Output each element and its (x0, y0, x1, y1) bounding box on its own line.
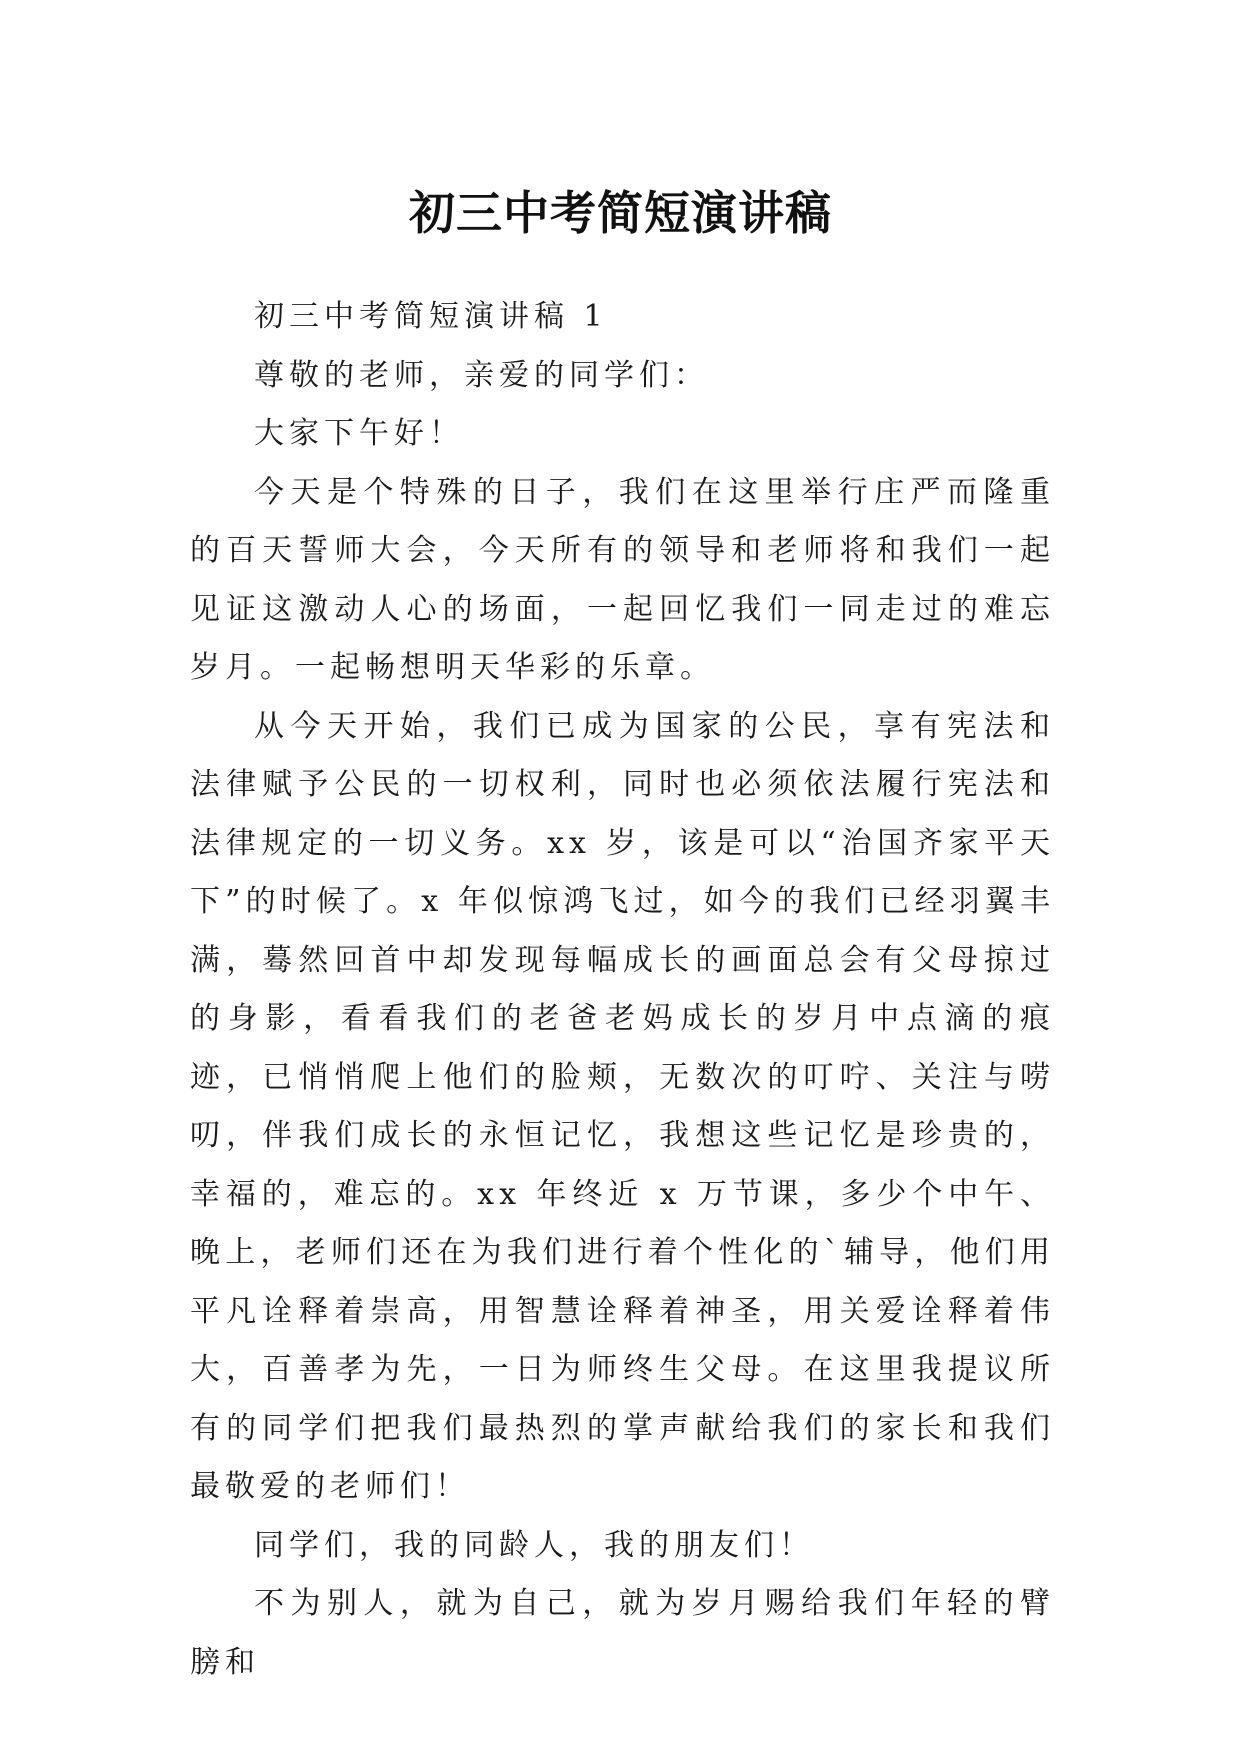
paragraph: 同学们，我的同龄人，我的朋友们！ (254, 1527, 814, 1563)
paragraph-heading: 初三中考简短演讲稿 1 (254, 299, 608, 334)
paragraph: 从今天开始，我们已成为国家的公民，享有宪法和法律赋予公民的一切权利，同时也必须依法履行宪法和法律规定的一切义务。xx 岁，该是可以“治国齐家平天下”的时候了。x 年似惊鸿飞过，如今的我们已经羽翼丰满，蓦然回首中却发现每幅成长的画面总会有父母掠过的身影，看看我们的老爸老妈成长的岁月中点滴的痕迹，已悄悄爬上他们的脸颊，无数次的叮咛、关注与唠叨，伴我们成长的永恒记忆，我想这些记忆是珍贵的，幸福的，难忘的。xx 年终近 x 万节课，多少个中午、晚上，老师们还在为我们进行着个性化的`辅导，他们用平凡诠释着崇高，用智慧诠释着神圣，用关爱诠释着伟大，百善孝为先，一日为师终生父母。在这里我提议所有的同学们把我们最热烈的掌声献给我们的家长和我们最敬爱的老师们！ (190, 708, 1055, 1504)
paragraph: 不为别人，就为自己，就为岁月赐给我们年轻的臂膀和 (190, 1586, 1055, 1680)
document-body (190, 288, 1055, 1692)
document-title: 初三中考简短演讲稿 (409, 185, 832, 240)
paragraph-greeting: 大家下午好！ (254, 416, 464, 451)
paragraph-salutation: 尊敬的老师，亲爱的同学们： (254, 357, 709, 393)
paragraph: 今天是个特殊的日子，我们在这里举行庄严而隆重的百天誓师大会，今天所有的领导和老师将和我们一起见证这激动人心的场面，一起回忆我们一同走过的难忘岁月。一起畅想明天华彩的乐章。 (190, 474, 1055, 685)
